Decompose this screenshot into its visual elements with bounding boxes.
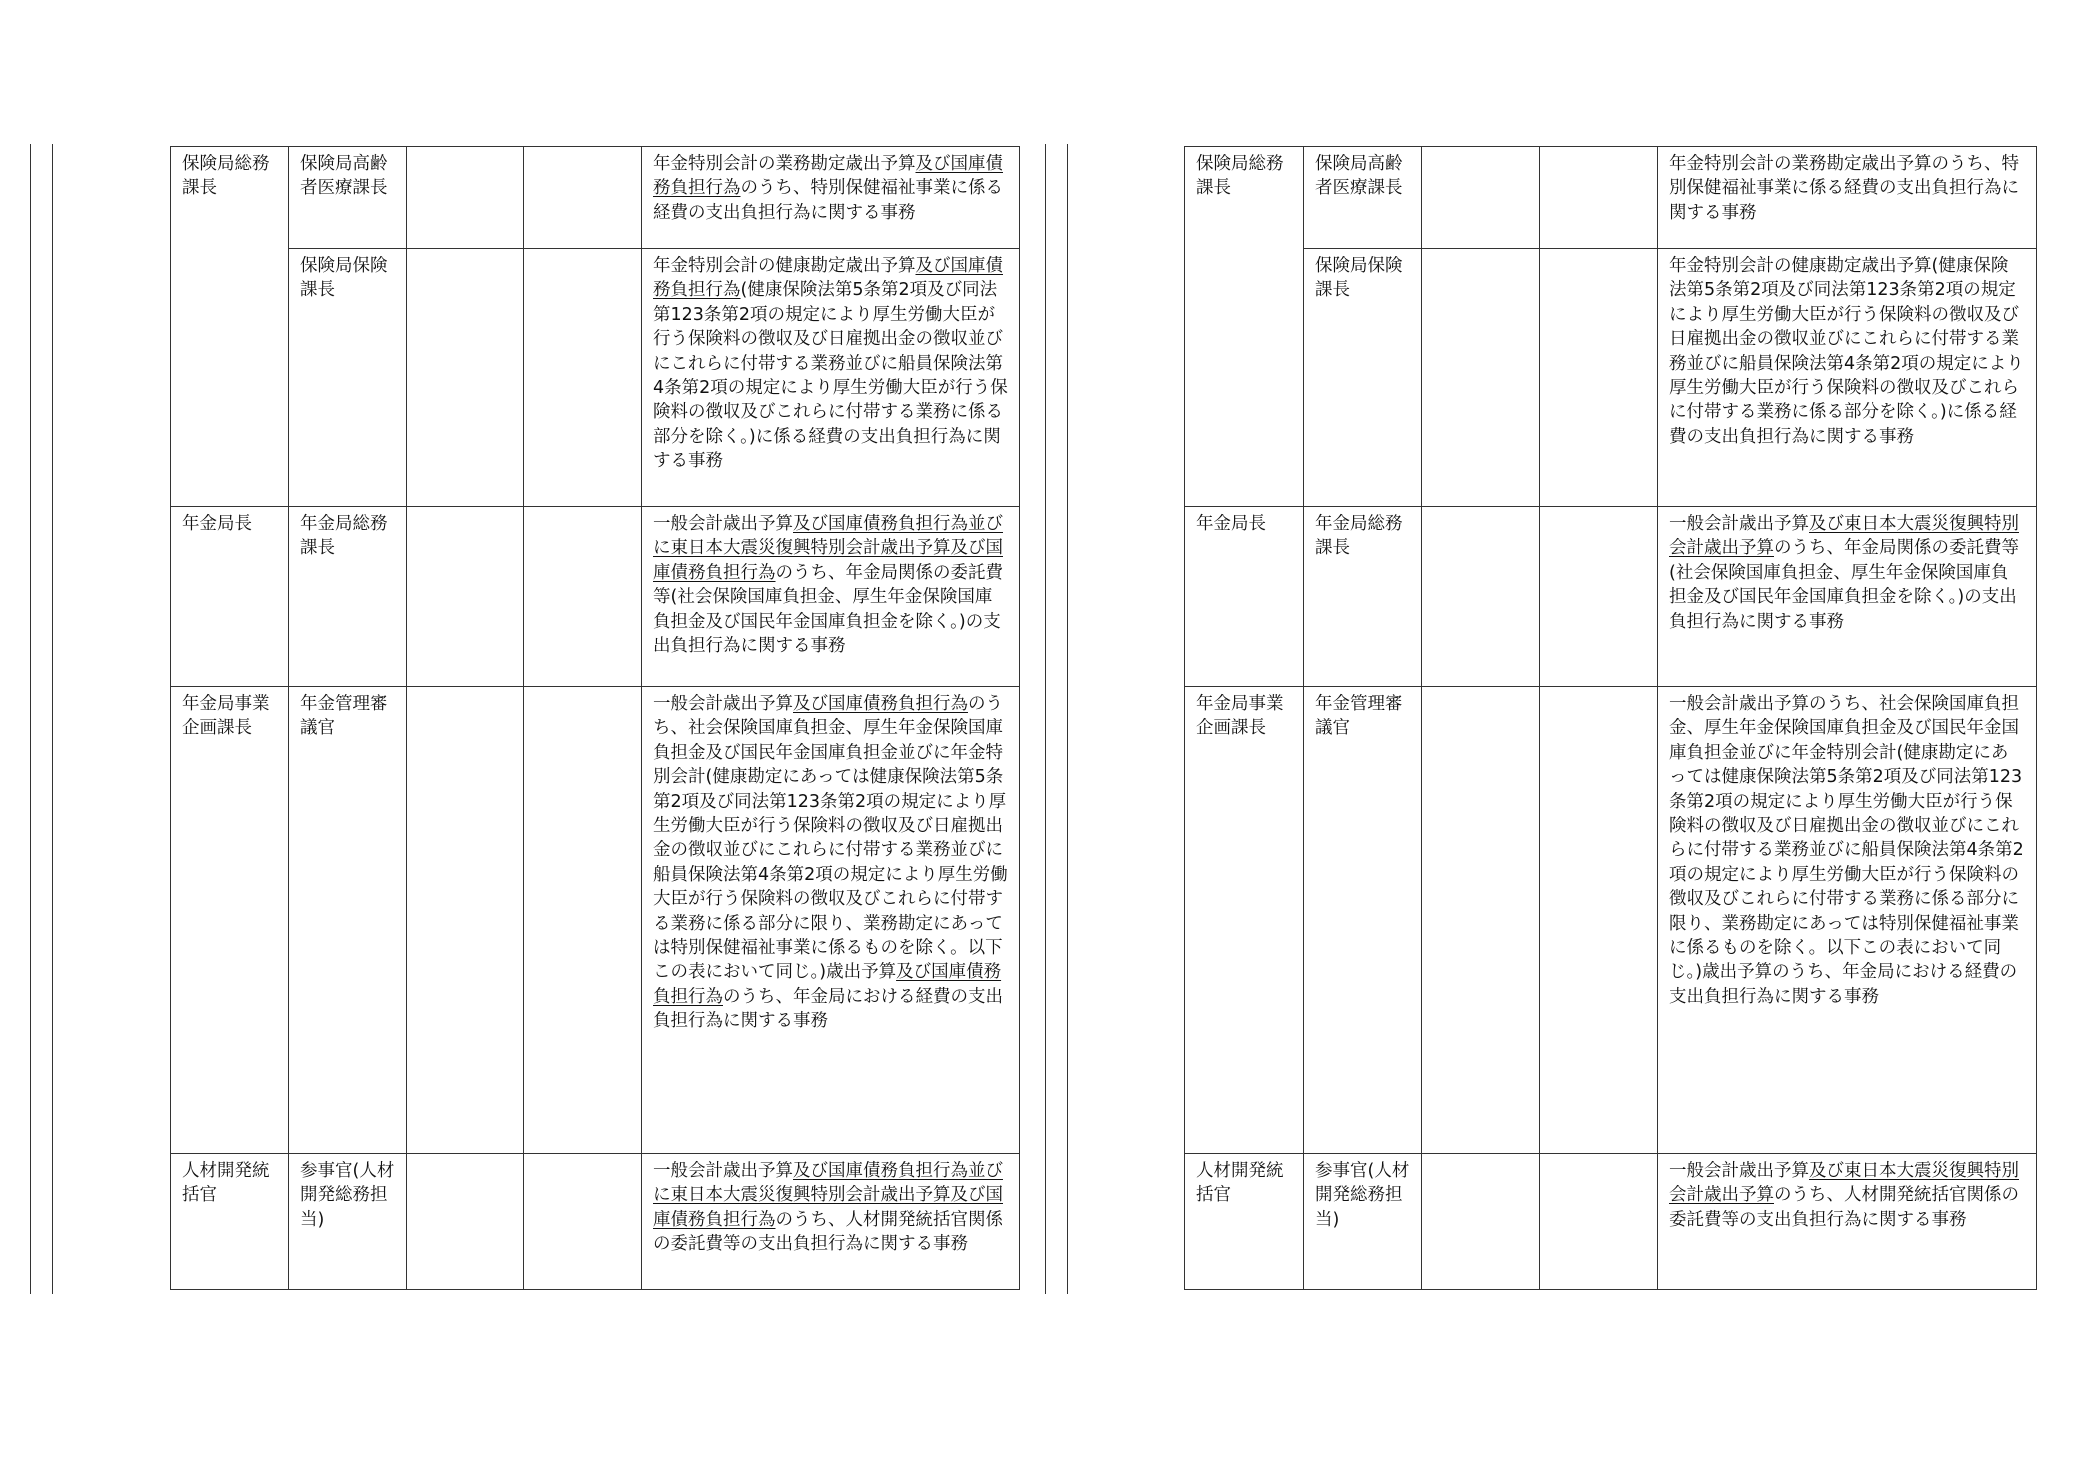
delegate-title-cell: 年金管理審議官 [289,687,407,1154]
official-title-cell: 年金局事業企画課長 [171,687,289,1154]
duty-text: (健康保険法第5条第2項及び同法第123条第2項の規定により厚生労働大臣が行う保険料の徴収及び日雇拠出金の徴収並びにこれらに付帯する業務並びに船員保険法第4条第2項の規定により厚生労働大臣が行う保険料の徴収及びこれらに付帯する業務に係る部分を除く。)に係る経費の支出負担行為に関する事務 [653,280,1008,472]
table-row [1185,687,2037,1154]
blank-cell-a [1422,687,1540,1154]
margin-rule-left-outer [30,144,31,1294]
duty-text: のうち、特別保健福祉事業に係る経費の支出負担行為に関する事務 [653,178,1003,223]
blank-cell-b [1540,249,1658,507]
blank-cell-b [524,249,642,507]
margin-rule-left-inner [52,144,53,1294]
official-title-cell: 保険局総務課長 [171,147,289,507]
delegate-title-cell: 保険局高齢者医療課長 [289,147,407,249]
margin-rule-center-right [1067,144,1068,1294]
duty-description-cell [642,147,1020,249]
blank-cell-a [407,147,524,249]
amended-text: 及び国庫債務負担行為 [793,694,968,714]
duty-description-cell [1658,1154,2037,1290]
official-title-cell: 人材開発統括官 [1185,1154,1304,1290]
current-table-body [1185,147,2037,1290]
duty-text: のうち、社会保険国庫負担金、厚生年金保険国庫負担金及び国民年金国庫負担金並びに年金特別会計(健康勘定にあっては健康保険法第5条第2項及び同法第123条第2項の規定により厚生労働大臣が行う保険料の徴収及び日雇拠出金の徴収並びにこれらに付帯する業務並びに船員保険法第4条第2項の規定により厚生労働大臣が行う保険料の徴収及びこれらに付帯する業務に係る部分に限り、業務勘定にあっては特別保健福祉事業に係るものを除く。以下この表において同じ。)歳出予算 [653,694,1008,983]
duty-text: 一般会計歳出予算 [653,1161,793,1181]
delegate-title-cell: 保険局保険課長 [1304,249,1422,507]
amended-text: 及び国庫債務負担行為 [653,256,1003,301]
delegate-title-cell: 参事官(人材開発総務担当) [289,1154,407,1290]
duty-text: 年金特別会計の業務勘定歳出予算 [653,154,916,174]
duty-text: 年金特別会計の業務勘定歳出予算のうち、特別保健福祉事業に係る経費の支出負担行為に関する事務 [1669,154,2019,223]
duty-text: 一般会計歳出予算のうち、社会保険国庫負担金、厚生年金保険国庫負担金及び国民年金国庫負担金並びに年金特別会計(健康勘定にあっては健康保険法第5条第2項及び同法第123条第2項の規定により厚生労働大臣が行う保険料の徴収及び日雇拠出金の徴収並びにこれらに付帯する業務並びに船員保険法第4条第2項の規定により厚生労働大臣が行う保険料の徴収及びこれらに付帯する業務に係る部分に限り、業務勘定にあっては特別保健福祉事業に係るものを除く。以下この表において同じ。)歳出予算のうち、年金局における経費の支出負担行為に関する事務 [1669,694,2024,1007]
duty-text: のうち、年金局関係の委託費等(社会保険国庫負担金、厚生年金保険国庫負担金及び国民年金国庫負担金を除く。)の支出負担行為に関する事務 [653,562,1003,657]
blank-cell-b [1540,687,1658,1154]
delegate-title-cell: 保険局高齢者医療課長 [1304,147,1422,249]
blank-cell-a [1422,1154,1540,1290]
blank-cell-b [524,507,642,687]
duty-text: 一般会計歳出予算 [653,694,793,714]
duty-description-cell [642,507,1020,687]
amended-text: 及び国庫債務負担行為並びに東日本大震災復興特別会計歳出予算及び国庫債務負担行為 [653,514,1003,583]
amended-text: 及び国庫債務負担行為 [653,154,1003,199]
duty-description-cell [1658,687,2037,1154]
blank-cell-a [1422,147,1540,249]
duty-description-cell [1658,147,2037,249]
duty-text: のうち、年金局関係の委託費等(社会保険国庫負担金、厚生年金保険国庫負担金及び国民年金国庫負担金を除く。)の支出負担行為に関する事務 [1669,538,2019,632]
delegate-title-cell: 年金管理審議官 [1304,687,1422,1154]
official-title-cell: 年金局事業企画課長 [1185,687,1304,1154]
official-title-cell: 人材開発統括官 [171,1154,289,1290]
official-title-cell: 年金局長 [171,507,289,687]
blank-cell-a [407,249,524,507]
table-row [171,507,1020,687]
blank-cell-b [524,1154,642,1290]
blank-cell-a [407,687,524,1154]
blank-cell-b [1540,507,1658,687]
duty-description-cell [642,1154,1020,1290]
duty-text: 一般会計歳出予算 [1669,514,1809,534]
delegate-title-cell: 保険局保険課長 [289,249,407,507]
amended-text: 及び国庫債務負担行為並びに東日本大震災復興特別会計歳出予算及び国庫債務負担行為 [653,1161,1003,1230]
duty-text: 年金特別会計の健康勘定歳出予算 [653,256,916,276]
delegate-title-cell: 参事官(人材開発総務担当) [1304,1154,1422,1290]
official-title-cell: 年金局長 [1185,507,1304,687]
margin-rule-center-left [1045,144,1046,1294]
blank-cell-b [524,687,642,1154]
duty-text: のうち、年金局における経費の支出負担行為に関する事務 [653,986,1003,1032]
table-row [1185,147,2037,249]
duty-description-cell [1658,507,2037,687]
duty-description-cell [642,249,1020,507]
blank-cell-a [407,507,524,687]
revised-table [170,146,1020,1290]
table-row [1185,249,2037,507]
delegate-title-cell: 年金局総務課長 [1304,507,1422,687]
duty-text: 一般会計歳出予算 [653,514,793,534]
blank-cell-a [1422,507,1540,687]
amended-text: 及び国庫債務負担行為 [653,962,1002,1007]
delegate-title-cell: 年金局総務課長 [289,507,407,687]
blank-cell-b [1540,147,1658,249]
table-row [171,147,1020,249]
duty-text: 一般会計歳出予算 [1669,1161,1809,1181]
duty-text: のうち、人材開発統括官関係の委託費等の支出負担行為に関する事務 [1669,1185,2019,1230]
blank-cell-a [407,1154,524,1290]
blank-cell-b [1540,1154,1658,1290]
table-row [1185,1154,2037,1290]
amended-text: 及び東日本大震災復興特別会計歳出予算 [1669,514,2019,559]
revised-table-body [171,147,1020,1290]
official-title-cell: 保険局総務課長 [1185,147,1304,507]
table-row [171,1154,1020,1290]
duty-description-cell [642,687,1020,1154]
current-table [1184,146,2037,1290]
amended-text: 及び東日本大震災復興特別会計歳出予算 [1669,1161,2019,1206]
blank-cell-a [1422,249,1540,507]
blank-cell-b [524,147,642,249]
table-row [171,687,1020,1154]
table-row [171,249,1020,507]
duty-text: 年金特別会計の健康勘定歳出予算(健康保険法第5条第2項及び同法第123条第2項の規定により厚生労働大臣が行う保険料の徴収及び日雇拠出金の徴収並びにこれらに付帯する業務並びに船員保険法第4条第2項の規定により厚生労働大臣が行う保険料の徴収及びこれらに付帯する業務に係る部分を除く。)に係る経費の支出負担行為に関する事務 [1669,256,2024,447]
duty-description-cell [1658,249,2037,507]
table-row [1185,507,2037,687]
duty-text: のうち、人材開発統括官関係の委託費等の支出負担行為に関する事務 [653,1209,1003,1255]
